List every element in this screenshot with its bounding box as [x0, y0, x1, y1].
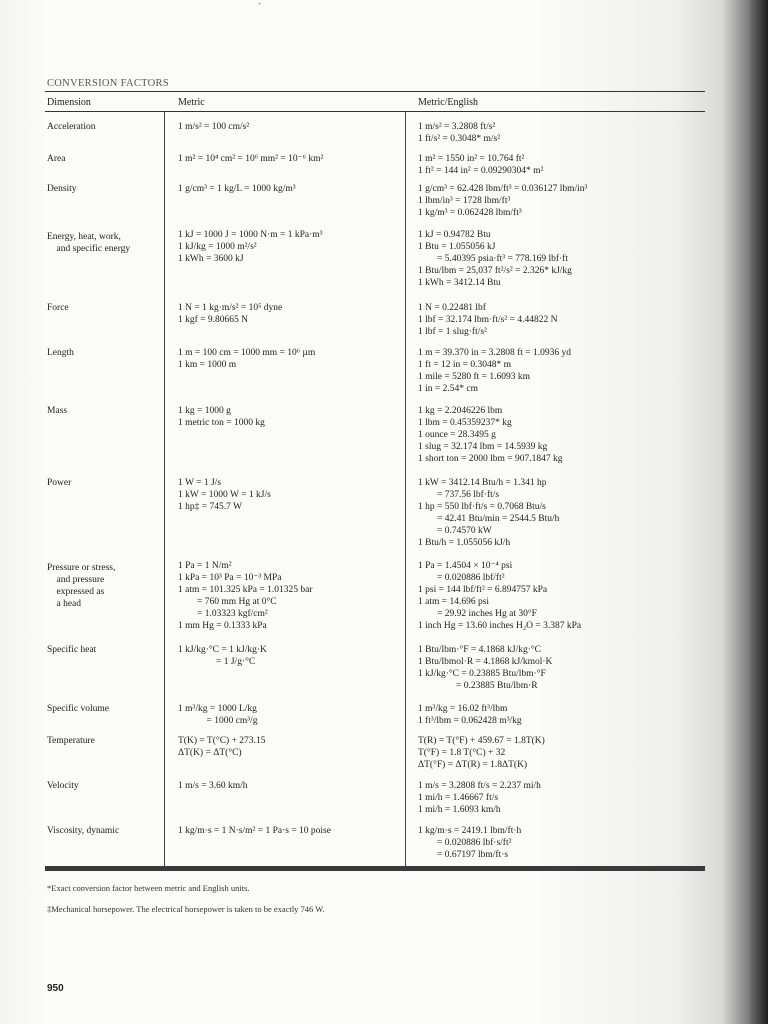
dimension-cell: Specific heat: [47, 645, 97, 655]
metric-cell: 1 kg/m·s = 1 N·s/m² = 1 Pa·s = 10 poise: [178, 826, 331, 836]
dimension-cell: Density: [47, 184, 77, 194]
metric-english-cell: 1 N = 0.22481 lbf 1 lbf = 32.174 lbm·ft/s² = 4.44822 N 1 lbf = 1 slug·ft/s²: [418, 303, 558, 337]
metric-cell: 1 N = 1 kg·m/s² = 10⁵ dyne 1 kgf = 9.80665 N: [178, 303, 283, 325]
metric-cell: 1 kJ/kg·°C = 1 kJ/kg·K = 1 J/g·°C: [178, 645, 267, 667]
metric-english-cell: 1 Pa = 1.4504 × 10⁻⁴ psi = 0.020886 lbf/ft² 1 psi = 144 lbf/ft² = 6.894757 kPa 1 atm = 14.696 psi = 29.92 inches Hg at 30°F 1 inch Hg = 13.60 inches H₂O = 3.387 kPa: [418, 561, 582, 631]
metric-cell: 1 g/cm³ = 1 kg/L = 1000 kg/m³: [178, 184, 296, 194]
dimension-cell: Power: [47, 478, 72, 488]
column-divider-1: [164, 111, 165, 866]
metric-cell: 1 m = 100 cm = 1000 mm = 10⁶ µm 1 km = 1000 m: [178, 348, 316, 370]
header-rule: [45, 111, 705, 112]
metric-english-cell: 1 kg = 2.2046226 lbm 1 lbm = 0.45359237* kg 1 ounce = 28.3495 g 1 slug = 32.174 lbm = 14.5939 kg 1 short ton = 2000 lbm = 907.1847 kg: [418, 406, 563, 464]
metric-english-cell: 1 Btu/lbm·°F = 4.1868 kJ/kg·°C 1 Btu/lbmol·R = 4.1868 kJ/kmol·K 1 kJ/kg·°C = 0.23885 Btu/lbm·°F = 0.23885 Btu/lbm·R: [418, 645, 553, 691]
metric-english-cell: 1 m/s² = 3.2808 ft/s² 1 ft/s² = 0.3048* m/s²: [418, 122, 501, 144]
metric-cell: 1 m/s² = 100 cm/s²: [178, 122, 250, 132]
metric-cell: 1 kg = 1000 g 1 metric ton = 1000 kg: [178, 406, 265, 428]
title-rule: [45, 91, 705, 92]
page-number: 950: [47, 983, 64, 994]
column-divider-2: [405, 111, 406, 866]
printer-mark: +: [258, 2, 262, 8]
dimension-cell: Acceleration: [47, 122, 96, 132]
metric-english-cell: 1 kW = 3412.14 Btu/h = 1.341 hp = 737.56 lbf·ft/s 1 hp = 550 lbf·ft/s = 0.7068 Btu/s = 42.41 Btu/min = 2544.5 Btu/h = 0.74570 kW 1 Btu/h = 1.055056 kJ/h: [418, 478, 560, 548]
table-bottom-rule: [45, 866, 705, 871]
table-title: CONVERSION FACTORS: [47, 78, 169, 89]
metric-cell: 1 kJ = 1000 J = 1000 N·m = 1 kPa·m³ 1 kJ/kg = 1000 m²/s² 1 kWh = 3600 kJ: [178, 230, 323, 264]
footnote-exact: *Exact conversion factor between metric and English units.: [47, 883, 250, 893]
dimension-cell: Viscosity, dynamic: [47, 826, 120, 836]
metric-english-cell: 1 kg/m·s = 2419.1 lbm/ft·h = 0.020886 lbf·s/ft² = 0.67197 lbm/ft·s: [418, 826, 522, 860]
metric-cell: 1 m² = 10⁴ cm² = 10⁶ mm² = 10⁻⁶ km²: [178, 154, 324, 164]
dimension-cell: Energy, heat, work, and specific energy: [47, 232, 131, 254]
metric-english-cell: 1 m³/kg = 16.02 ft³/lbm 1 ft³/lbm = 0.062428 m³/kg: [418, 704, 522, 726]
metric-english-cell: 1 m/s = 3.2808 ft/s = 2.237 mi/h 1 mi/h = 1.46667 ft/s 1 mi/h = 1.6093 km/h: [418, 781, 541, 815]
metric-cell: 1 m³/kg = 1000 L/kg = 1000 cm³/g: [178, 704, 258, 726]
footnote-horsepower: ‡Mechanical horsepower. The electrical horsepower is taken to be exactly 746 W.: [47, 904, 325, 914]
metric-cell: 1 Pa = 1 N/m² 1 kPa = 10³ Pa = 10⁻³ MPa 1 atm = 101.325 kPa = 1.01325 bar = 760 mm Hg at 0°C = 1.03323 kgf/cm² 1 mm Hg = 0.1333 kPa: [178, 561, 313, 631]
dimension-cell: Force: [47, 303, 69, 313]
metric-english-cell: 1 kJ = 0.94782 Btu 1 Btu = 1.055056 kJ = 5.40395 psia·ft³ = 778.169 lbf·ft 1 Btu/lbm = 25,037 ft²/s² = 2.326* kJ/kg 1 kWh = 3412.14 Btu: [418, 230, 572, 288]
dimension-cell: Velocity: [47, 781, 79, 791]
metric-english-cell: 1 m² = 1550 in² = 10.764 ft² 1 ft² = 144 in² = 0.09290304* m²: [418, 154, 544, 176]
column-header-metric: Metric: [178, 97, 205, 108]
metric-cell: 1 m/s = 3.60 km/h: [178, 781, 248, 791]
dimension-cell: Pressure or stress, and pressure expressed as a head: [47, 563, 116, 609]
dimension-cell: Temperature: [47, 736, 95, 746]
column-header-metric-english: Metric/English: [418, 97, 478, 108]
dimension-cell: Mass: [47, 406, 68, 416]
metric-cell: T(K) = T(°C) + 273.15 ΔT(K) = ΔT(°C): [178, 736, 266, 758]
dimension-cell: Area: [47, 154, 66, 164]
book-binding-shadow: [750, 0, 768, 1024]
metric-english-cell: 1 m = 39.370 in = 3.2808 ft = 1.0936 yd 1 ft = 12 in = 0.3048* m 1 mile = 5280 ft = 1.6093 km 1 in = 2.54* cm: [418, 348, 572, 394]
dimension-cell: Length: [47, 348, 74, 358]
dimension-cell: Specific volume: [47, 704, 109, 714]
metric-cell: 1 W = 1 J/s 1 kW = 1000 W = 1 kJ/s 1 hp‡ = 745.7 W: [178, 478, 271, 512]
metric-english-cell: T(R) = T(°F) + 459.67 = 1.8T(K) T(°F) = 1.8 T(°C) + 32 ΔT(°F) = ΔT(R) = 1.8ΔT(K): [418, 736, 545, 770]
metric-english-cell: 1 g/cm³ = 62.428 lbm/ft³ = 0.036127 lbm/in³ 1 lbm/in³ = 1728 lbm/ft³ 1 kg/m³ = 0.062428 lbm/ft³: [418, 184, 588, 218]
column-header-dimension: Dimension: [47, 97, 91, 108]
